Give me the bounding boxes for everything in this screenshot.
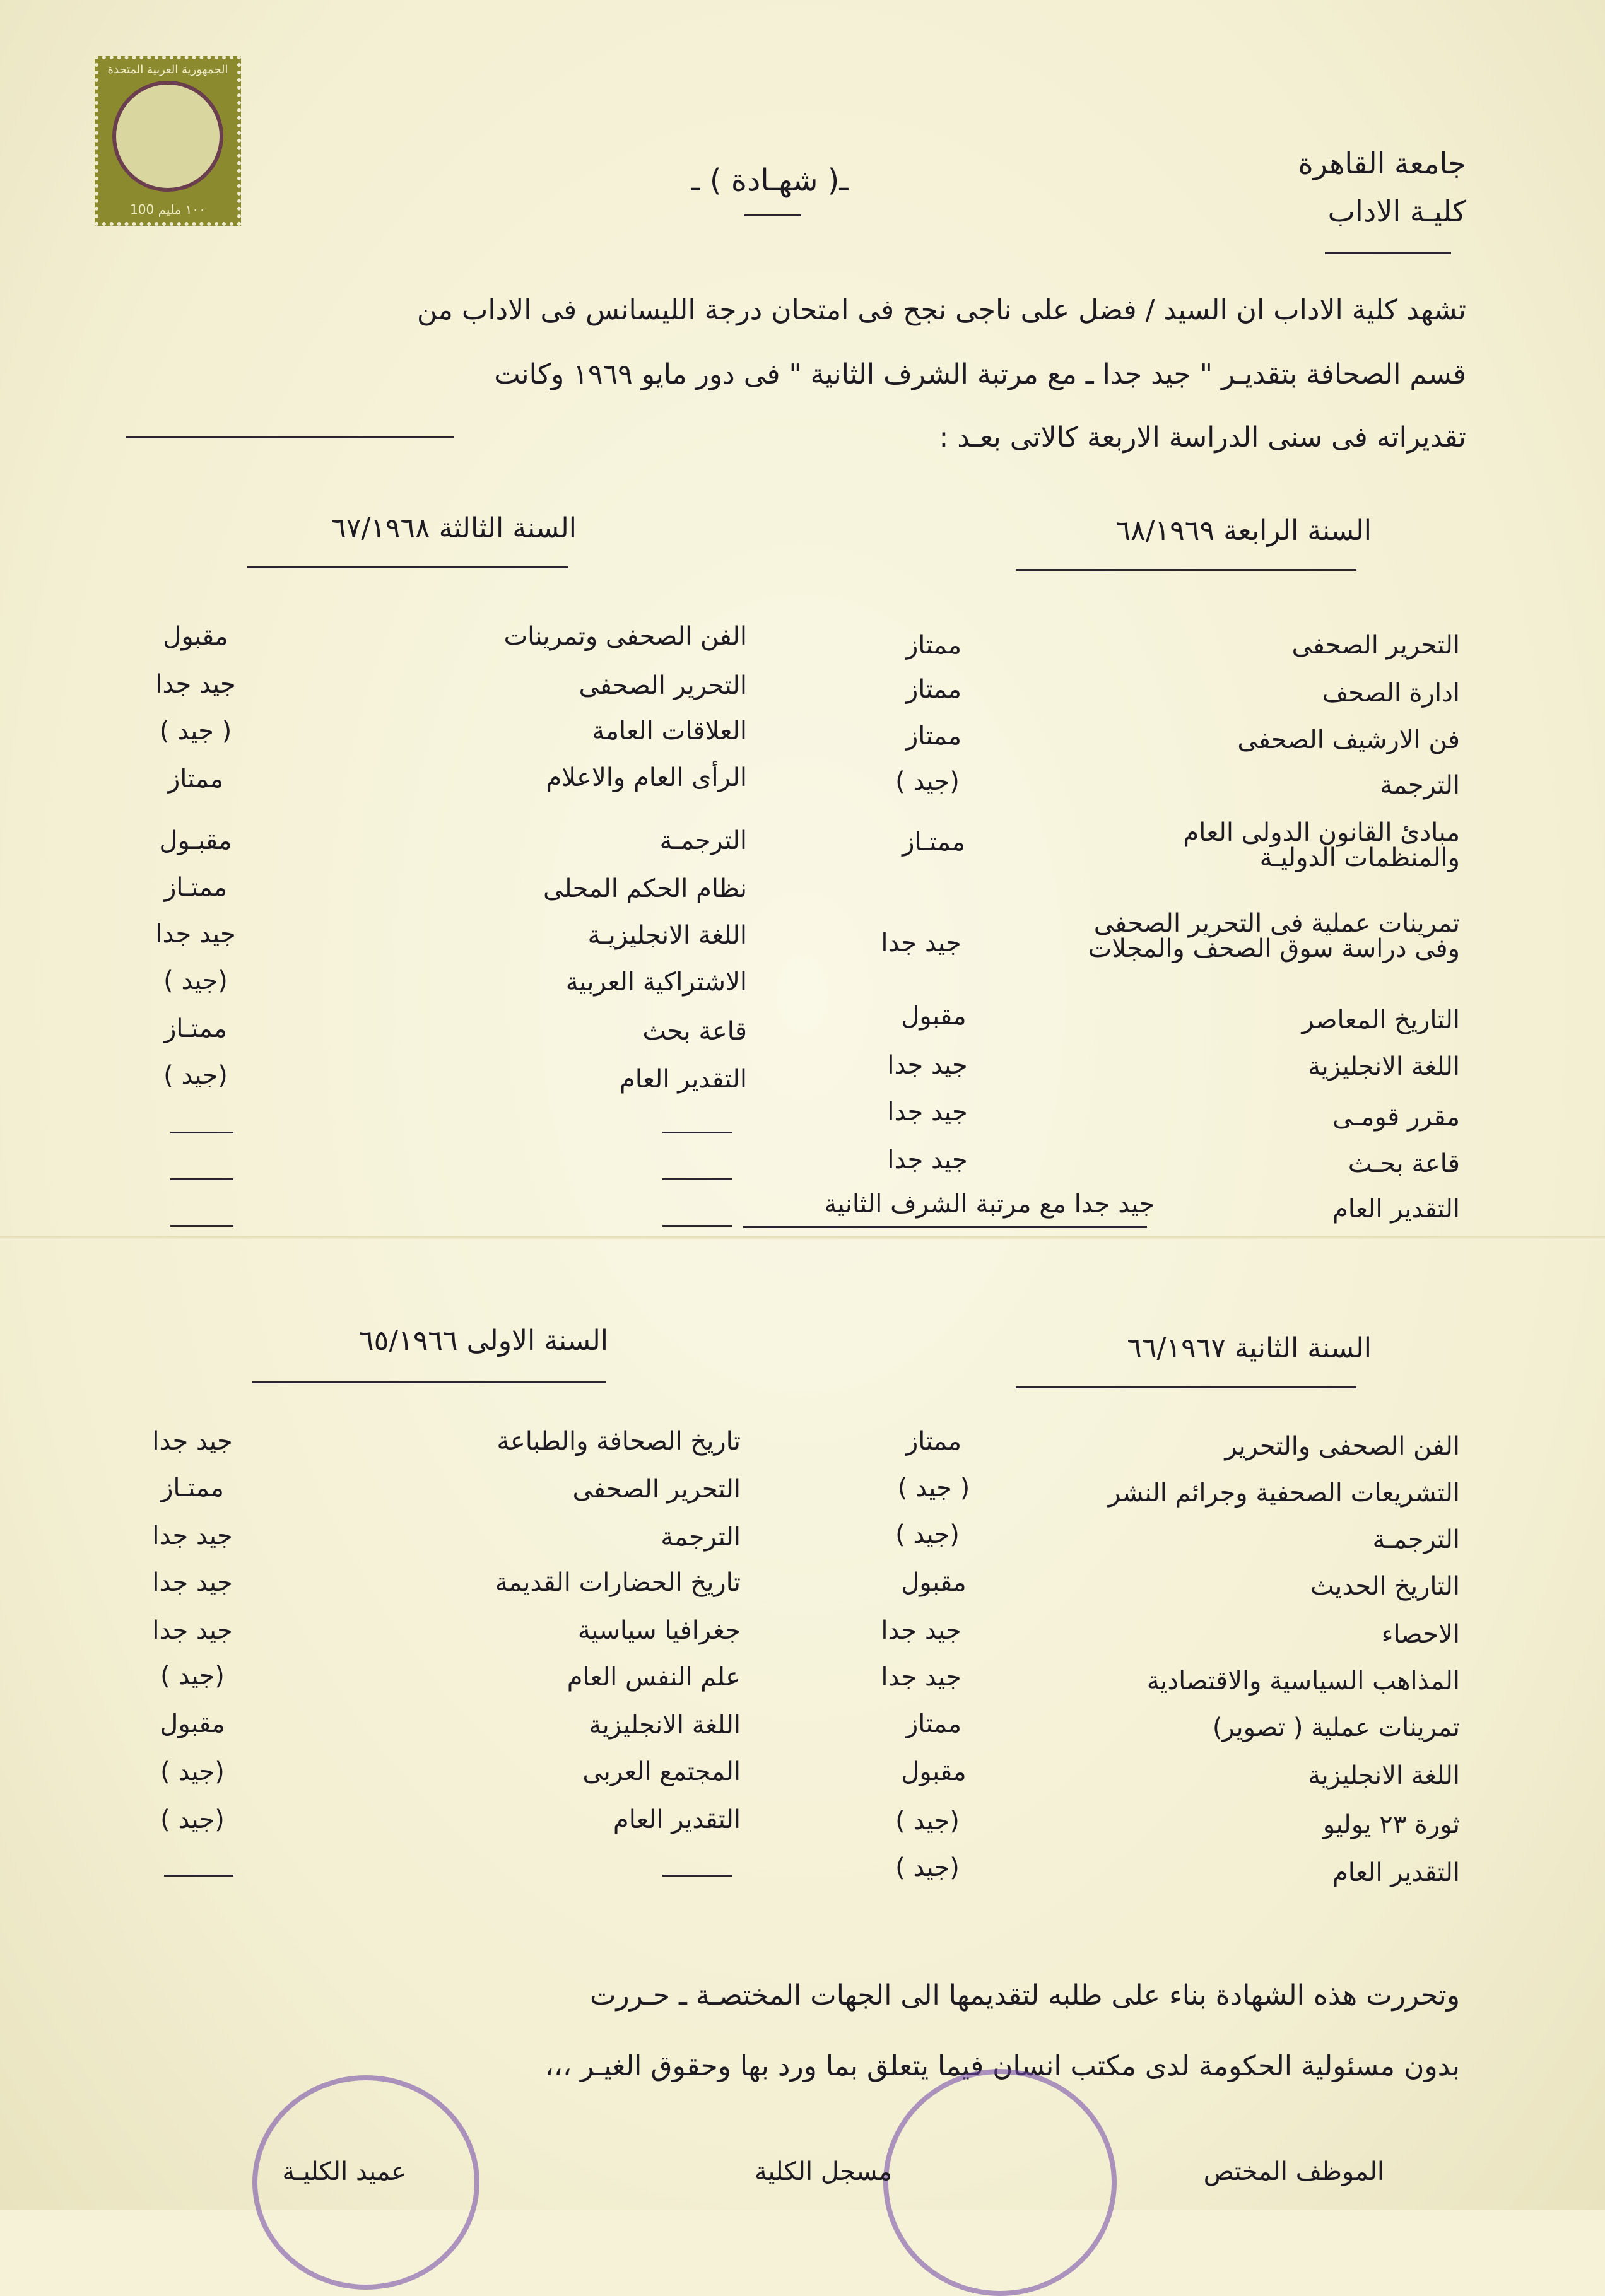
year4-subject-5-line2: والمنظمات الدوليـة (1259, 843, 1460, 872)
year3-blank-subject-3 (662, 1225, 732, 1227)
footer-line-1: وتحررت هذه الشهادة بناء على طلبه لتقديمها الى الجهات المختصـة ـ حـررت (590, 1979, 1460, 2012)
university-eagle-seal-icon (883, 2069, 1117, 2296)
year1-blank-subject (662, 1875, 732, 1877)
signature-registrar: مسجل الكلية (754, 2157, 892, 2186)
year4-grade-1: ممتاز (905, 631, 962, 660)
year2-subject-4: التاريخ الحديث (1310, 1572, 1460, 1601)
year4-subject-6-line2: وفى دراسة سوق الصحف والمجلات (1088, 934, 1460, 963)
year2-subject-8: اللغة الانجليزية (1308, 1761, 1460, 1790)
faculty-underline (1325, 252, 1451, 254)
year4-subject-4: الترجمة (1380, 771, 1460, 800)
year3-grade-2: جيد جدا (155, 670, 236, 699)
year2-subject-7: تمرينات عملية ( تصوير) (1212, 1713, 1460, 1742)
stamp-emblem-icon (112, 81, 223, 192)
year3-grade-5: مقبـول (159, 826, 232, 855)
year2-subject-5: الاحصاء (1381, 1620, 1460, 1649)
year3-subject-4: الرأى العام والاعلام (546, 763, 747, 792)
footer-line-2: بدون مسئولية الحكومة لدى مكتب انسان فيما يتعلق بما ورد بها وحقوق الغيـر ،،، (544, 2050, 1460, 2082)
year4-subject-6-line1: تمرينات عملية فى التحرير الصحفى (1093, 909, 1460, 938)
year2-grade-3: (جيد ) (895, 1520, 960, 1549)
year4-subject-2: ادارة الصحف (1322, 679, 1460, 708)
year3-title: السنة الثالثة ٦٧/١٩٦٨ (331, 512, 577, 544)
year1-grade-7: مقبول (160, 1709, 225, 1738)
year3-blank-grade-1 (170, 1132, 233, 1133)
year3-title-underline (247, 566, 568, 568)
year2-grade-2: ( جيد ) (897, 1473, 970, 1502)
year3-blank-grade-3 (170, 1225, 233, 1227)
intro-line-2: قسم الصحافة بتقديـر " جيد جدا ـ مع مرتبة الشرف الثانية " فى دور مايو ١٩٦٩ وكانت (494, 358, 1466, 390)
year3-grade-4: ممتاز (167, 764, 224, 794)
year2-grade-5: جيد جدا (881, 1616, 961, 1645)
year4-grade-5: ممتـاز (902, 828, 965, 857)
paper-fold (0, 1236, 1605, 1240)
year2-grade-10: (جيد ) (895, 1853, 960, 1882)
year2-grade-4: مقبول (901, 1568, 967, 1597)
signature-dean: عميد الكليـة (282, 2157, 406, 2186)
year4-grade-6: جيد جدا (881, 928, 961, 958)
university-name: جامعة القاهرة (1298, 146, 1466, 180)
year2-title: السنة الثانية ٦٦/١٩٦٧ (1127, 1332, 1372, 1364)
year1-grade-9: (جيد ) (160, 1805, 225, 1834)
year3-subject-7: اللغة الانجليزيـة (587, 921, 747, 950)
year3-grade-8: (جيد ) (163, 966, 228, 995)
year2-grade-7: ممتاز (905, 1709, 962, 1738)
year2-subject-2: التشريعات الصحفية وجرائم النشر (1108, 1479, 1460, 1508)
year4-grade-10: جيد جدا (887, 1145, 968, 1174)
year1-grade-2: ممتـاز (161, 1473, 224, 1502)
year4-overall-underline (743, 1226, 1147, 1228)
year1-subject-2: التحرير الصحفى (572, 1475, 741, 1504)
year4-grade-3: ممتاز (905, 722, 962, 751)
year4-title: السنة الرابعة ٦٨/١٩٦٩ (1115, 515, 1372, 547)
year3-subject-10: التقدير العام (619, 1065, 747, 1094)
year1-grade-5: جيد جدا (152, 1616, 233, 1645)
year1-subject-5: جغرافيا سياسية (577, 1616, 741, 1645)
year2-grade-9: (جيد ) (895, 1807, 960, 1836)
year1-title: السنة الاولى ٦٥/١٩٦٦ (359, 1325, 608, 1357)
year4-grade-11: جيد جدا مع مرتبة الشرف الثانية (824, 1190, 1155, 1219)
year1-subject-3: الترجمة (661, 1523, 741, 1552)
revenue-stamp (95, 56, 241, 226)
year2-subject-1: الفن الصحفى والتحرير (1225, 1432, 1460, 1461)
year4-grade-8: جيد جدا (887, 1051, 968, 1080)
year2-subject-3: الترجمـة (1372, 1525, 1460, 1554)
year1-title-underline (252, 1381, 606, 1383)
year2-grade-6: جيد جدا (881, 1663, 961, 1692)
intro-fill-line (126, 436, 454, 438)
year1-blank-grade (164, 1875, 233, 1877)
year4-subject-7: التاريخ المعاصر (1302, 1005, 1460, 1034)
year2-subject-9: ثورة ٢٣ يوليو (1322, 1810, 1460, 1839)
year1-subject-8: المجتمع العربى (582, 1757, 741, 1786)
year3-grade-3: ( جيد ) (159, 717, 232, 746)
year4-grade-2: ممتاز (905, 675, 962, 704)
signature-clerk: الموظف المختص (1203, 2157, 1384, 2186)
intro-line-3: تقديراته فى سنى الدراسة الاربعة كالاتى بعـد : (939, 421, 1466, 454)
year4-grade-4: (جيد ) (895, 767, 960, 796)
year4-title-underline (1016, 569, 1356, 571)
year4-subject-5 (1183, 820, 1460, 870)
faculty-name: كليـة الاداب (1327, 194, 1466, 228)
year4-subject-10: قاعة بحـث (1348, 1149, 1460, 1178)
year1-grade-6: (جيد ) (160, 1661, 225, 1690)
year1-subject-6: علم النفس العام (567, 1663, 741, 1692)
year2-subject-10: التقدير العام (1332, 1858, 1460, 1887)
year3-subject-9: قاعة بحث (642, 1017, 747, 1046)
year3-subject-5: الترجمـة (659, 826, 747, 855)
year1-subject-9: التقدير العام (613, 1805, 741, 1834)
year2-subject-6: المذاهب السياسية والاقتصادية (1146, 1666, 1460, 1696)
intro-line-1: تشهد كلية الاداب ان السيد / فضل على ناجى نجح فى امتحان درجة الليسانس فى الاداب من (416, 294, 1466, 326)
year1-grade-1: جيد جدا (152, 1427, 233, 1456)
year4-subject-3: فن الارشيف الصحفى (1237, 725, 1460, 754)
year4-subject-6 (1088, 911, 1460, 961)
year2-title-underline (1016, 1386, 1356, 1388)
year4-grade-9: جيد جدا (887, 1098, 968, 1127)
year4-subject-11: التقدير العام (1332, 1195, 1460, 1224)
year1-grade-3: جيد جدا (152, 1521, 233, 1550)
year3-blank-grade-2 (170, 1178, 233, 1180)
year3-subject-8: الاشتراكية العربية (565, 968, 747, 997)
year4-subject-5-line1: مبادئ القانون الدولى العام (1183, 818, 1460, 847)
stamp-top-text: الجمهورية العربية المتحدة (107, 63, 228, 76)
year3-subject-3: العلاقات العامة (592, 717, 747, 746)
year3-grade-10: (جيد ) (163, 1061, 228, 1090)
year1-grade-4: جيد جدا (152, 1568, 233, 1597)
year3-subject-1: الفن الصحفى وتمرينات (503, 622, 747, 651)
year4-subject-9: مقرر قومـى (1332, 1103, 1460, 1132)
year2-grade-1: ممتاز (905, 1427, 962, 1456)
year3-grade-1: مقبول (163, 622, 228, 651)
year1-subject-1: تاريخ الصحافة والطباعة (497, 1427, 741, 1456)
year3-grade-6: ممتـاز (164, 873, 227, 902)
year4-subject-8: اللغة الانجليزية (1308, 1052, 1460, 1081)
year1-subject-7: اللغة الانجليزية (589, 1711, 741, 1740)
year1-grade-8: (جيد ) (160, 1757, 225, 1786)
year3-blank-subject-1 (662, 1132, 732, 1133)
year3-subject-6: نظام الحكم المحلى (543, 874, 747, 903)
year4-grade-7: مقبول (901, 1002, 967, 1031)
page-title: ـ( شهـادة ) ـ (691, 163, 849, 198)
year3-grade-9: ممتـاز (164, 1014, 227, 1043)
title-underline (744, 214, 801, 216)
stamp-value-text: ١٠٠ مليم 100 (130, 202, 206, 217)
year3-grade-7: جيد جدا (155, 920, 236, 949)
year1-subject-4: تاريخ الحضارات القديمة (495, 1568, 741, 1597)
year4-subject-1: التحرير الصحفى (1291, 631, 1460, 660)
year3-blank-subject-2 (662, 1178, 732, 1180)
year3-subject-2: التحرير الصحفى (579, 671, 747, 700)
year2-grade-8: مقبول (901, 1757, 967, 1786)
